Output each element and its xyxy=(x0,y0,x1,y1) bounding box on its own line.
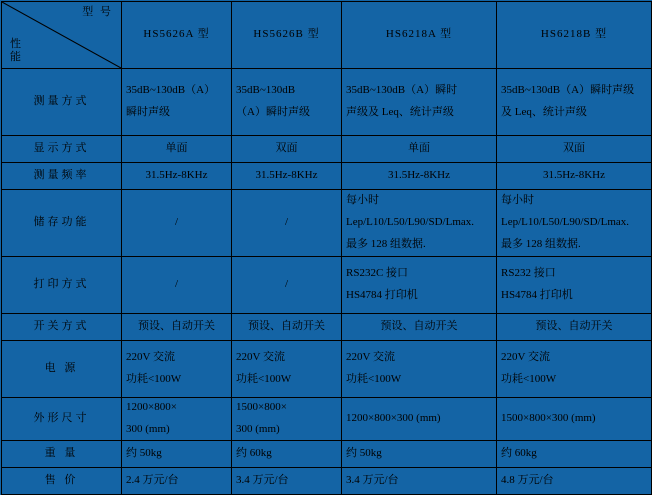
table-row xyxy=(2,314,652,341)
table-row xyxy=(2,69,652,136)
cell-frequency-hs6218b: 31.5Hz-8KHz xyxy=(497,163,652,190)
cell-display-mode-hs6218a: 单面 xyxy=(342,136,497,163)
cell-display-mode-hs5626b: 双面 xyxy=(232,136,342,163)
cell-measurement-mode-hs5626a: 35dB~130dB（A） 瞬时声级 xyxy=(122,69,232,136)
table-row xyxy=(2,136,652,163)
cell-display-mode-hs6218b: 双面 xyxy=(497,136,652,163)
row-label-dimensions: 外形尺寸 xyxy=(2,398,122,441)
cell-switch-mode-hs5626b: 预设、自动开关 xyxy=(232,314,342,341)
table-row xyxy=(2,163,652,190)
cell-switch-mode-hs5626a: 预设、自动开关 xyxy=(122,314,232,341)
cell-power-supply-hs5626b: 220V 交流 功耗<100W xyxy=(232,341,342,398)
cell-frequency-hs5626b: 31.5Hz-8KHz xyxy=(232,163,342,190)
cell-price-hs6218a: 3.4 万元/台 xyxy=(342,467,497,494)
header-corner-cell xyxy=(2,2,122,69)
column-header-hs5626b: HS5626B 型 xyxy=(232,2,342,69)
cell-dimensions-hs6218a: 1200×800×300 (mm) xyxy=(342,398,497,441)
cell-print-mode-hs6218a: RS232C 接口 HS4784 打印机 xyxy=(342,257,497,314)
header-model-label: 型 号 xyxy=(82,6,113,18)
cell-switch-mode-hs6218b: 预设、自动开关 xyxy=(497,314,652,341)
cell-print-mode-hs5626b: / xyxy=(232,257,342,314)
table-row xyxy=(2,190,652,257)
cell-storage-hs5626a: / xyxy=(122,190,232,257)
cell-measurement-mode-hs5626b: 35dB~130dB （A）瞬时声级 xyxy=(232,69,342,136)
cell-price-hs5626a: 2.4 万元/台 xyxy=(122,467,232,494)
row-label-storage: 储存功能 xyxy=(2,190,122,257)
header-performance-label: 性 能 xyxy=(10,37,21,64)
row-label-measurement-mode: 测量方式 xyxy=(2,69,122,136)
specification-table xyxy=(1,1,652,495)
cell-weight-hs6218a: 约 50kg xyxy=(342,440,497,467)
cell-frequency-hs6218a: 31.5Hz-8KHz xyxy=(342,163,497,190)
row-label-frequency: 测量频率 xyxy=(2,163,122,190)
spec-sheet xyxy=(0,1,652,484)
table-row xyxy=(2,257,652,314)
cell-power-supply-hs5626a: 220V 交流 功耗<100W xyxy=(122,341,232,398)
cell-frequency-hs5626a: 31.5Hz-8KHz xyxy=(122,163,232,190)
table-row xyxy=(2,467,652,494)
row-label-print-mode: 打印方式 xyxy=(2,257,122,314)
row-label-switch-mode: 开关方式 xyxy=(2,314,122,341)
table-row xyxy=(2,341,652,398)
cell-storage-hs5626b: / xyxy=(232,190,342,257)
cell-power-supply-hs6218a: 220V 交流 功耗<100W xyxy=(342,341,497,398)
cell-weight-hs5626b: 约 60kg xyxy=(232,440,342,467)
cell-display-mode-hs5626a: 单面 xyxy=(122,136,232,163)
column-header-hs6218a: HS6218A 型 xyxy=(342,2,497,69)
row-label-weight: 重 量 xyxy=(2,440,122,467)
column-header-hs5626a: HS5626A 型 xyxy=(122,2,232,69)
cell-print-mode-hs6218b: RS232 接口 HS4784 打印机 xyxy=(497,257,652,314)
cell-switch-mode-hs6218a: 预设、自动开关 xyxy=(342,314,497,341)
cell-price-hs5626b: 3.4 万元/台 xyxy=(232,467,342,494)
cell-weight-hs6218b: 约 60kg xyxy=(497,440,652,467)
cell-weight-hs5626a: 约 50kg xyxy=(122,440,232,467)
cell-power-supply-hs6218b: 220V 交流 功耗<100W xyxy=(497,341,652,398)
row-label-power-supply: 电 源 xyxy=(2,341,122,398)
cell-measurement-mode-hs6218b: 35dB~130dB（A）瞬时声级 及 Leq、统计声级 xyxy=(497,69,652,136)
cell-storage-hs6218a: 每小时 Lep/L10/L50/L90/SD/Lmax. 最多 128 组数据. xyxy=(342,190,497,257)
table-header-row xyxy=(2,2,652,69)
row-label-display-mode: 显示方式 xyxy=(2,136,122,163)
cell-print-mode-hs5626a: / xyxy=(122,257,232,314)
column-header-hs6218b: HS6218B 型 xyxy=(497,2,652,69)
cell-price-hs6218b: 4.8 万元/台 xyxy=(497,467,652,494)
row-label-price: 售 价 xyxy=(2,467,122,494)
cell-dimensions-hs5626a: 1200×800× 300 (mm) xyxy=(122,398,232,441)
cell-dimensions-hs6218b: 1500×800×300 (mm) xyxy=(497,398,652,441)
cell-storage-hs6218b: 每小时 Lep/L10/L50/L90/SD/Lmax. 最多 128 组数据. xyxy=(497,190,652,257)
table-row xyxy=(2,398,652,441)
cell-measurement-mode-hs6218a: 35dB~130dB（A）瞬时 声级及 Leq、统计声级 xyxy=(342,69,497,136)
cell-dimensions-hs5626b: 1500×800× 300 (mm) xyxy=(232,398,342,441)
table-row xyxy=(2,440,652,467)
